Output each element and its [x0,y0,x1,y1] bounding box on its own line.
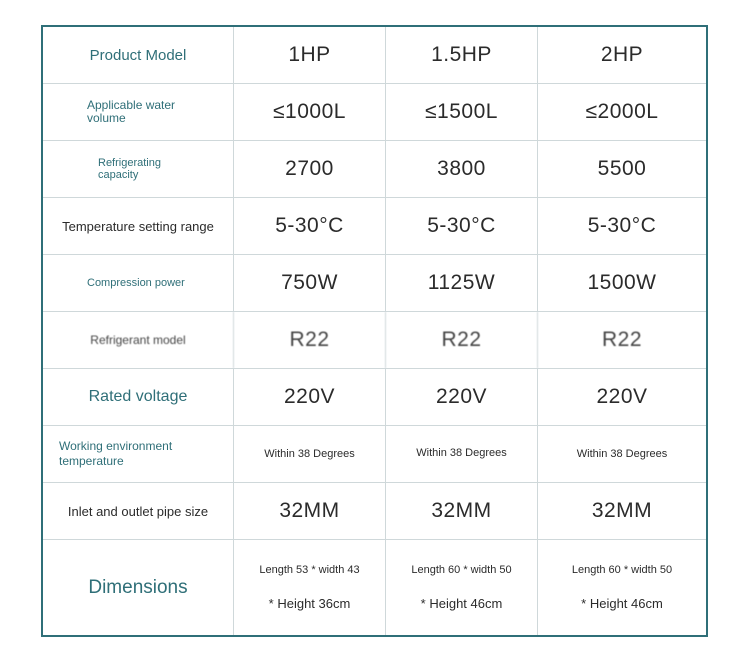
row-label: Refrigerating capacity [43,141,234,197]
row-label: Product Model [43,27,234,83]
row-label: Rated voltage [43,369,234,425]
cell-value: 32MM [386,483,538,539]
table-row [43,27,706,84]
table-row [43,540,706,635]
spec-table [41,25,708,637]
row-label: Compression power [43,255,234,311]
dimensions-height: * Height 46cm [581,596,663,611]
table-row [43,198,706,255]
cell-value: 5-30°C [587,214,657,237]
cell-value: 1.5HP [386,27,538,83]
cell-value: 220V [234,369,386,425]
cell-value: R22 [601,328,643,351]
table-row [43,426,706,483]
row-label: Dimensions [43,540,234,635]
cell-value: 2HP [600,43,644,66]
cell-value: Within 38 Degrees [234,426,386,482]
dimensions-height: * Height 46cm [420,596,503,611]
cell-value: 3800 [386,141,538,197]
table-row [43,483,706,540]
cell-value: Within 38 Degrees [386,426,538,482]
cell-value: 32MM [591,499,653,522]
cell-value: 32MM [234,483,386,539]
cell-value: ≤1000L [234,84,386,140]
dimensions-cell [538,540,706,635]
row-label: Temperature setting range [43,198,234,254]
cell-value: 220V [596,385,648,408]
cell-value: 1HP [234,27,386,83]
row-label: Inlet and outlet pipe size [43,483,234,539]
cell-value: 5-30°C [386,198,538,254]
table-row [43,84,706,141]
cell-value: R22 [234,312,386,368]
dimensions-length-width: Length 53 * width 43 [259,564,360,576]
dimensions-length-width: Length 60 * width 50 [571,564,673,576]
cell-value: 1125W [386,255,538,311]
table-row [43,312,706,369]
table-row [43,369,706,426]
table-row [43,255,706,312]
cell-value: ≤1500L [386,84,538,140]
row-label: Refrigerant model [43,312,234,368]
dimensions-height: * Height 36cm [268,596,351,611]
row-label: Applicable water volume [43,84,234,140]
dimensions-length-width: Length 60 * width 50 [411,564,512,576]
dimensions-cell [386,540,538,635]
cell-value: Within 38 Degrees [576,448,668,460]
cell-value: 5-30°C [234,198,386,254]
cell-value: 5500 [597,157,647,180]
row-label: Working environment temperature [43,426,234,482]
cell-value: 220V [386,369,538,425]
dimensions-cell [234,540,386,635]
cell-value: 2700 [234,141,386,197]
cell-value: 1500W [587,271,657,294]
table-row [43,141,706,198]
cell-value: ≤2000L [585,100,659,123]
cell-value: 750W [234,255,386,311]
cell-value: R22 [386,312,538,368]
